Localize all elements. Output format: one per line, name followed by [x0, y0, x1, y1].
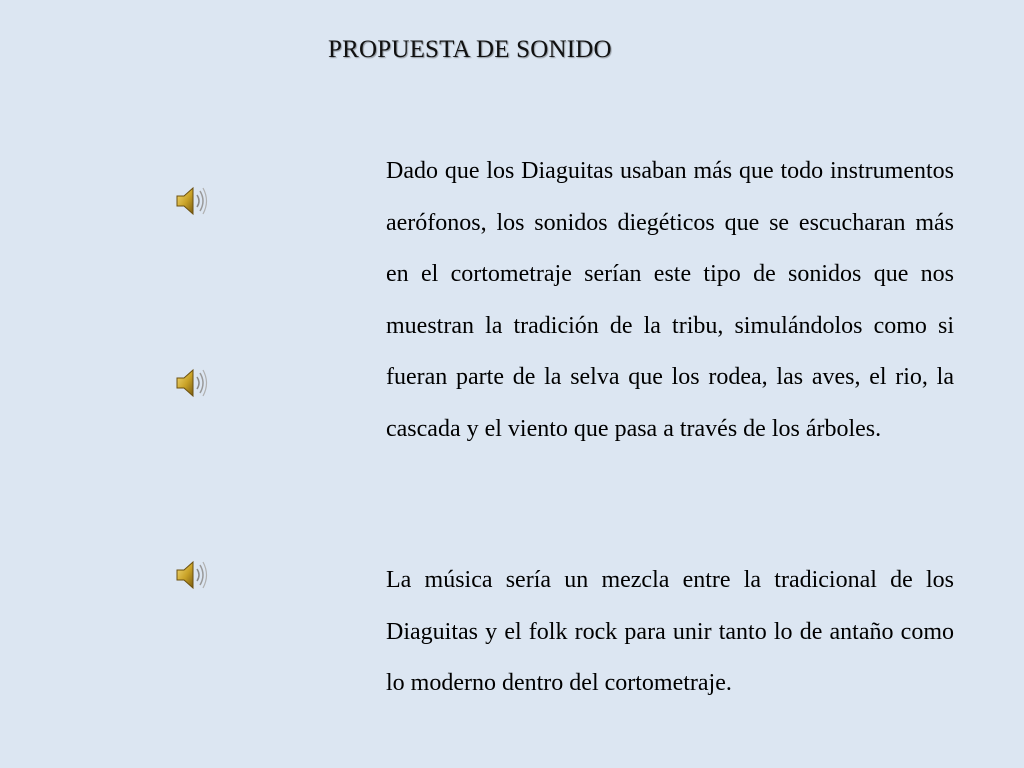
speaker-icon — [174, 558, 210, 592]
audio-speaker-2[interactable] — [174, 366, 210, 400]
slide-title: PROPUESTA DE SONIDO — [328, 36, 612, 63]
paragraph-music: La música sería un mezcla entre la tradicional de los Diaguitas y el folk rock para unir tanto lo de antaño como lo moderno dentro del cortometraje. — [386, 567, 954, 696]
audio-speaker-3[interactable] — [174, 558, 210, 592]
paragraph-diegetic-sounds: Dado que los Diaguitas usaban más que todo instrumentos aerófonos, los sonidos diegéticos que se escucharan más en el cortometraje serían este tipo de sonidos que nos muestran la tradición de la tribu, simulándolos como si fueran parte de la selva que los rodea, las aves, el rio, la cascada y el viento que pasa a través de los árboles. — [386, 158, 954, 442]
audio-speaker-1[interactable] — [174, 184, 210, 218]
speaker-icon — [174, 184, 210, 218]
speaker-icon — [174, 366, 210, 400]
